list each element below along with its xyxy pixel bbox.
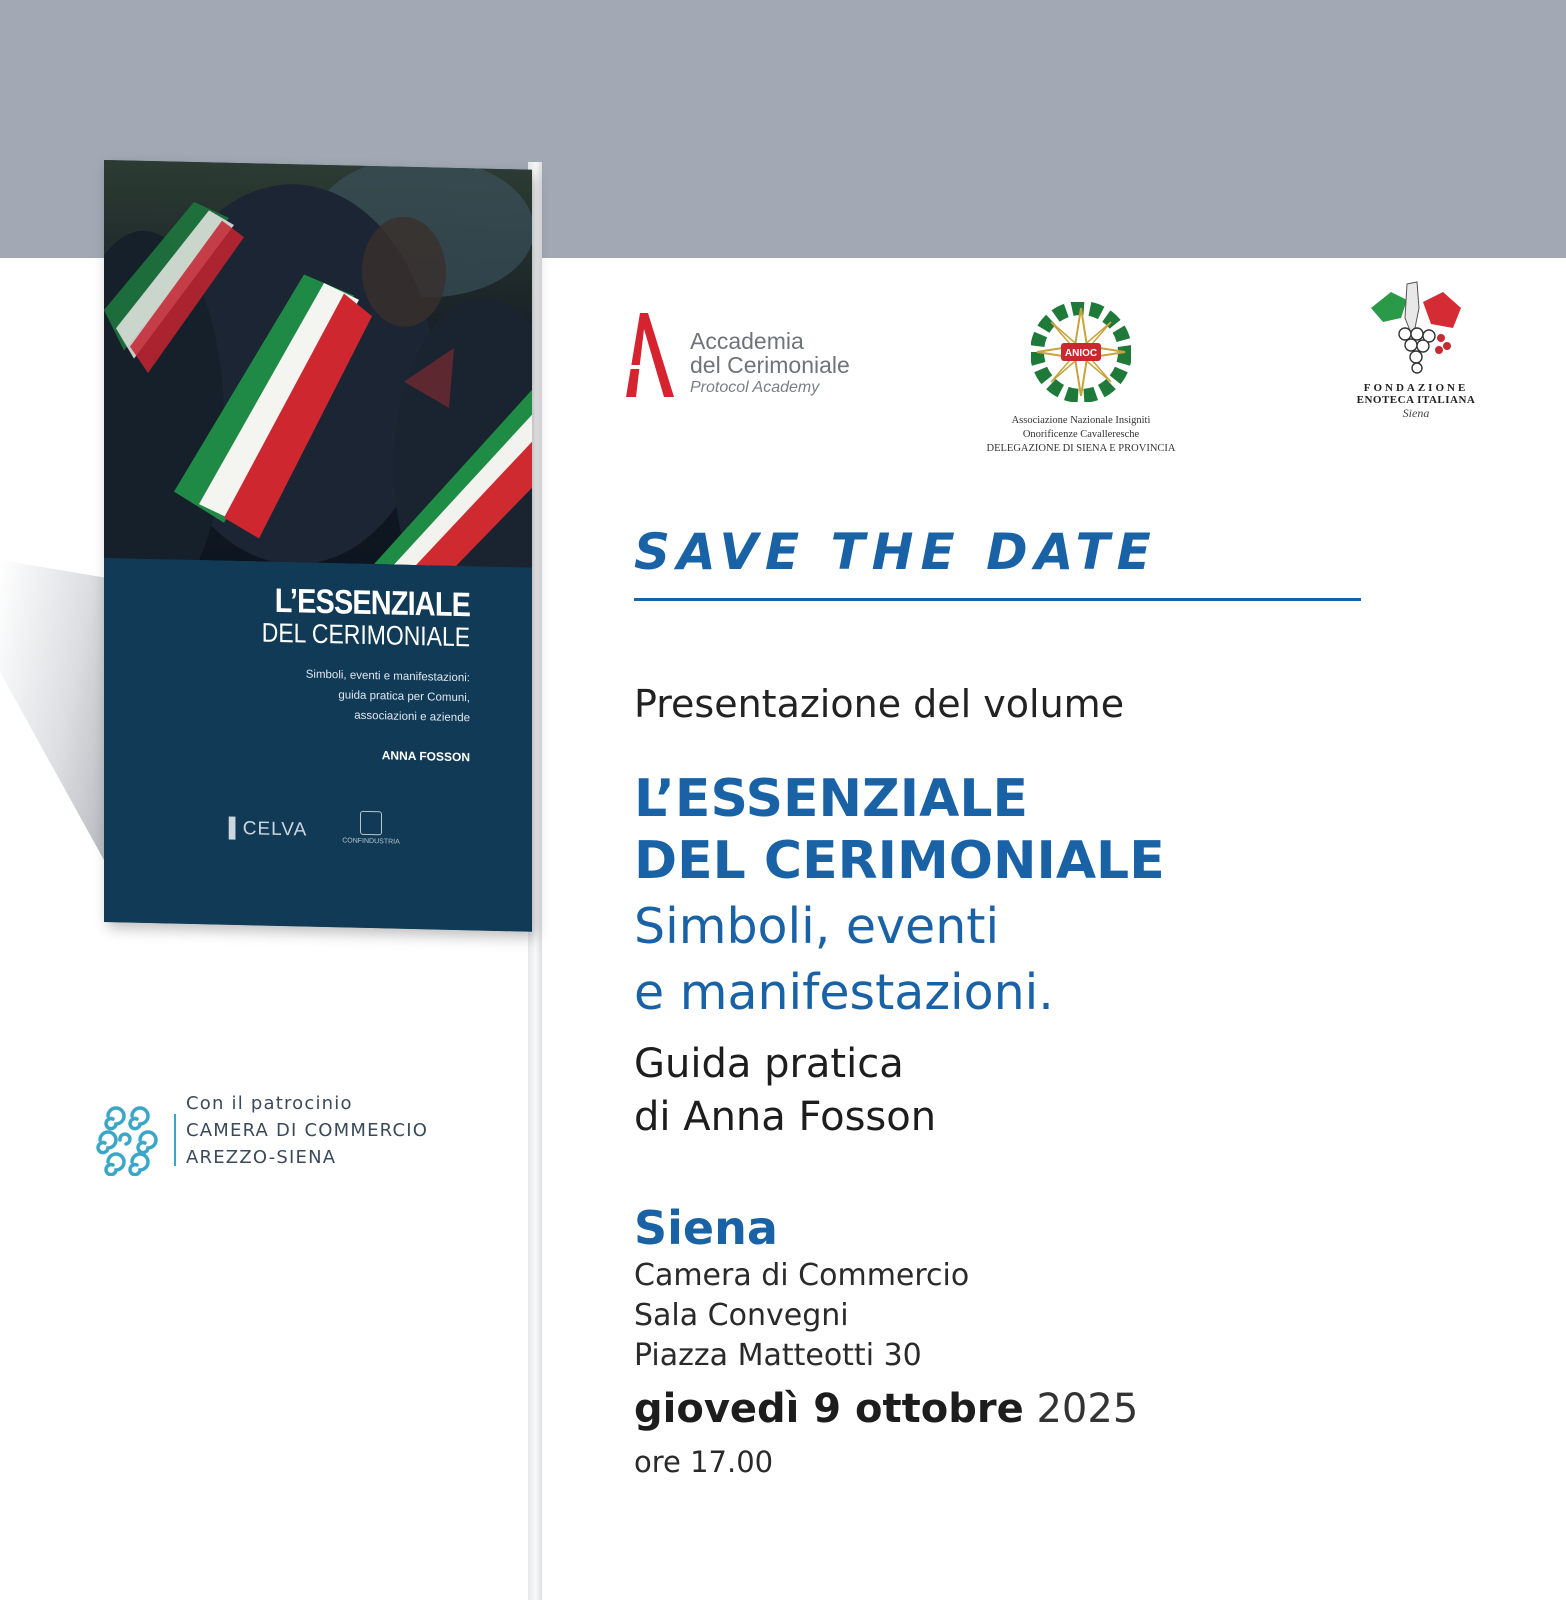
- book-cover-subtitle-line1: Simboli, eventi e manifestazioni:: [305, 668, 470, 685]
- confindustria-logo: [336, 810, 406, 846]
- fondazione-enoteca-logo: [1346, 278, 1486, 421]
- event-date-day: giovedì 9 ottobre: [634, 1386, 1024, 1432]
- heading-rule: [634, 598, 1361, 601]
- accademia-logo-text: [690, 329, 850, 399]
- confindustria-logo-text: CONFINDUSTRIA: [342, 837, 400, 846]
- book-cover-subtitle-line3: associazioni e aziende: [354, 709, 470, 725]
- book-cover-title-line2: DEL CERIMONIALE: [261, 617, 470, 653]
- venue-line1: Camera di Commercio: [634, 1258, 970, 1293]
- celva-logo-text: CELVA: [242, 818, 308, 841]
- accademia-line3: Protocol Academy: [690, 379, 820, 396]
- book-subtitle-line2: e manifestazioni.: [634, 964, 1054, 1021]
- presentation-label: Presentazione del volume: [634, 682, 1125, 726]
- patronage-divider: [174, 1114, 176, 1166]
- patronage-line2: CAMERA DI COMMERCIO: [186, 1120, 429, 1141]
- accademia-cerimoniale-logo: [622, 305, 882, 405]
- book-cover-title-line1: L’ESSENZIALE: [274, 581, 470, 625]
- guide-author: [634, 1038, 936, 1144]
- book-cover-title: [225, 583, 470, 653]
- accademia-a-icon: [622, 305, 682, 405]
- venue-line2: Sala Convegni: [634, 1298, 849, 1333]
- book-subtitle: [634, 894, 1054, 1026]
- book-title: [634, 768, 1165, 892]
- event-city: Siena: [634, 1201, 778, 1255]
- event-date-year: 2025: [1036, 1386, 1139, 1432]
- fondazione-italy-grapes-icon: [1361, 278, 1471, 378]
- fondazione-line2: ENOTECA ITALIANA: [1356, 394, 1476, 406]
- book-title-line1: L’ESSENZIALE: [634, 769, 1029, 829]
- anioc-badge-text: ANIOC: [1064, 348, 1098, 359]
- book-shadow: [0, 560, 115, 880]
- anioc-line2: Onorificenze Cavalleresche: [1022, 429, 1140, 440]
- event-time: ore 17.00: [634, 1445, 774, 1479]
- accademia-line2: del Cerimoniale: [690, 352, 850, 378]
- book-title-line2: DEL CERIMONIALE: [634, 831, 1165, 891]
- anioc-emblem-icon: [1031, 302, 1131, 402]
- patronage-text: [186, 1090, 428, 1171]
- patronage-block: [88, 1090, 508, 1180]
- patronage-line1: Con il patrocinio: [186, 1093, 353, 1114]
- event-date: [634, 1383, 1138, 1435]
- accademia-line1: Accademia: [690, 328, 804, 354]
- book-cover-author: ANNA FOSSON: [381, 748, 470, 765]
- camera-commercio-logo-icon: [88, 1104, 160, 1176]
- patronage-line3: AREZZO-SIENA: [186, 1147, 337, 1168]
- book-cover: [104, 160, 532, 932]
- book-cover-subtitle: [210, 662, 470, 728]
- guide-line1: Guida pratica: [634, 1041, 904, 1087]
- save-the-date-heading: SAVE THE DATE: [634, 523, 1158, 581]
- guide-line2: di Anna Fosson: [634, 1094, 937, 1140]
- book-cover-subtitle-line2: guida pratica per Comuni,: [338, 689, 470, 705]
- anioc-line1: Associazione Nazionale Insigniti: [1011, 415, 1151, 426]
- anioc-logo-text: [966, 414, 1196, 456]
- confindustria-mark-icon: [360, 811, 382, 835]
- anioc-line3: DELEGAZIONE DI SIENA E PROVINCIA: [986, 443, 1176, 454]
- book-cover-photo: [104, 160, 532, 568]
- anioc-logo: [966, 302, 1196, 456]
- fondazione-line3: Siena: [1402, 406, 1430, 420]
- venue-line3: Piazza Matteotti 30: [634, 1338, 922, 1373]
- fondazione-line1: FONDAZIONE: [1363, 382, 1469, 394]
- event-venue: [634, 1256, 969, 1376]
- book-subtitle-line1: Simboli, eventi: [634, 898, 1000, 955]
- celva-logo: ▐ CELVA: [222, 817, 308, 841]
